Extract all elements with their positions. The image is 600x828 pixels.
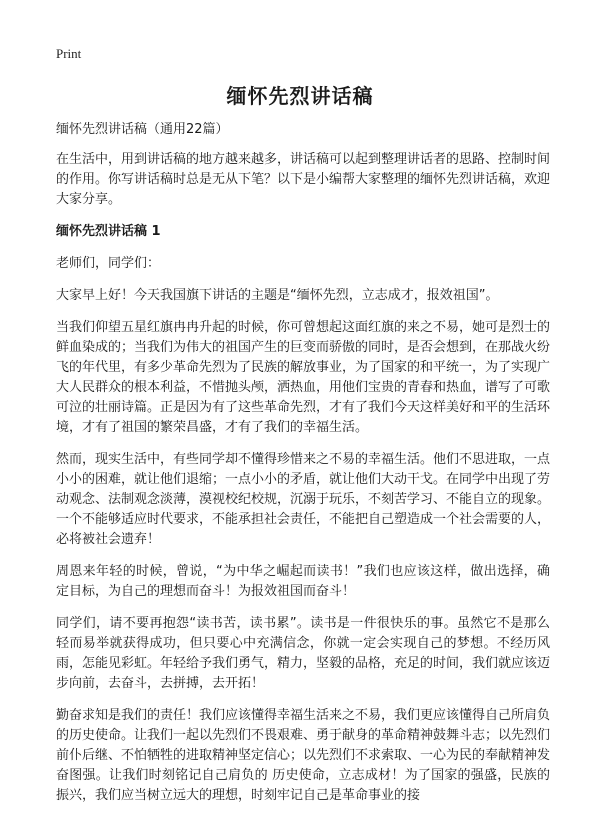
- body-paragraph: 当我们仰望五星红旗冉冉升起的时候，你可曾想起这面红旗的来之不易，她可是烈士的鲜血染成的；当我们为伟大的祖国产生的巨变而骄傲的同时，是否会想到，在那战火纷飞的年代里，有多少革命先烈为了民族的解放事业，为了国家的和平统一，为了实现广大人民群众的根本利益，不惜抛头颅，洒热血，用他们宝贵的青春和热血，谱写了可歌可泣的壮丽诗篇。正是因为有了这些革命先烈，才有了我们今天这样美好和平的生活环境，才有了祖国的繁荣昌盛，才有了我们的幸福生活。: [56, 320, 551, 435]
- salutation-paragraph: 老师们，同学们：: [56, 256, 161, 271]
- page-title: 缅怀先烈讲话稿: [226, 84, 374, 108]
- document-body: [56, 120, 550, 818]
- body-paragraph: 周恩来年轻的时候，曾说，“为中华之崛起而读书！”我们也应该这样，做出选择，确定目标，为自己的理想而奋斗！为报效祖国而奋斗！: [56, 564, 550, 599]
- section-heading: 缅怀先烈讲话稿 1: [56, 224, 161, 239]
- greeting-paragraph: 大家早上好！今天我国旗下讲话的主题是“缅怀先烈，立志成才，报效祖国”。: [56, 288, 499, 303]
- document-subtitle: 缅怀先烈讲话稿（通用22篇）: [56, 122, 229, 137]
- body-paragraph: 然而，现实生活中，有些同学却不懂得珍惜来之不易的幸福生活。他们不思进取，一点小小的困难，就让他们退缩；一点小小的矛盾，就让他们大动干戈。在同学中出现了劳动观念、法制观念淡薄，漠视校纪校规，沉溺于玩乐，不刻苦学习、不能自立的现象。一个不能够适应时代要求，不能承担社会责任，不能把自己塑造成一个社会需要的人，必将被社会遗弃！: [56, 452, 551, 547]
- intro-paragraph: 在生活中，用到讲话稿的地方越来越多，讲话稿可以起到整理讲话者的思路、控制时间的作用。你写讲话稿时总是无从下笔？以下是小编帮大家整理的缅怀先烈讲话稿，欢迎大家分享。: [56, 152, 551, 207]
- print-link[interactable]: Print: [56, 46, 82, 61]
- body-paragraph: 勤奋求知是我们的责任！我们应该懂得幸福生活来之不易，我们更应该懂得自己所肩负的历史使命。让我们一起以先烈们不畏艰难、勇于献身的革命精神鼓舞斗志；以先烈们前仆后继、不怕牺牲的进取精神坚定信心；以先烈们不求索取、一心为民的奉献精神发奋图强。让我们时刻铭记自己肩负的 历史使命，立志成材！为了国家的强盛，民族的振兴，我们应当树立远大的理想，时刻牢记自己是革命事业的接: [56, 708, 551, 803]
- body-paragraph: 同学们，请不要再抱怨“读书苦，读书累”。读书是一件很快乐的事。虽然它不是那么轻而易举就获得成功，但只要心中充满信念，你就一定会实现自己的梦想。不经历风雨，怎能见彩虹。年轻给予我们勇气，精力，坚毅的品格，充足的时间，我们就应该迈步向前，去奋斗，去拼搏，去开拓！: [56, 616, 551, 691]
